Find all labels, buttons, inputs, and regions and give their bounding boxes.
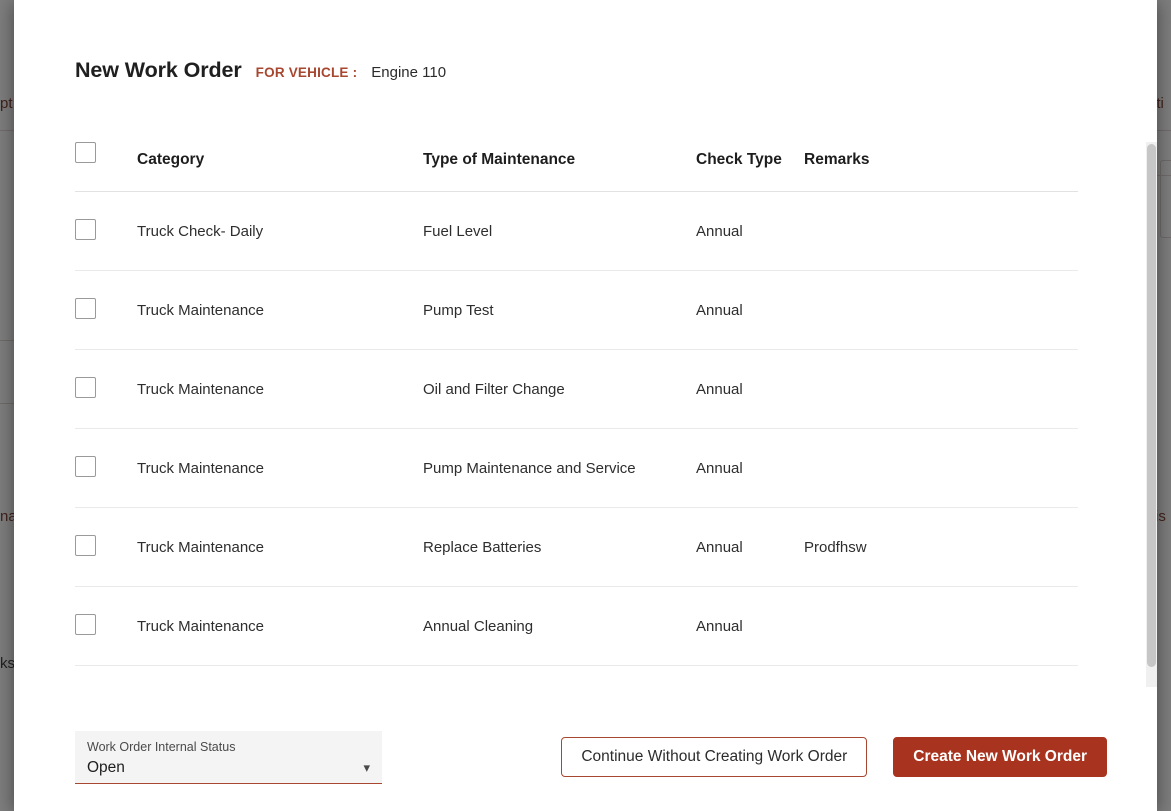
select-all-checkbox[interactable]: [75, 142, 96, 163]
table-scrollbar[interactable]: [1146, 142, 1157, 687]
cell-remarks: [804, 350, 1078, 429]
row-checkbox[interactable]: [75, 535, 96, 556]
modal-header: [14, 0, 1157, 83]
cell-remarks: Prodfhsw: [804, 508, 1078, 587]
cell-category: Truck Maintenance: [137, 587, 423, 666]
work-order-internal-status-value: Open: [87, 758, 125, 776]
row-checkbox-cell: [75, 429, 137, 508]
column-header-category: Category: [137, 142, 423, 192]
select-all-header: [75, 142, 137, 192]
table-row: [75, 508, 1078, 587]
cell-remarks: [804, 429, 1078, 508]
cell-category: Truck Maintenance: [137, 429, 423, 508]
footer-button-group: [561, 737, 1107, 778]
cell-category: Truck Maintenance: [137, 508, 423, 587]
continue-without-creating-work-order-button[interactable]: Continue Without Creating Work Order: [561, 737, 867, 778]
row-checkbox-cell: [75, 271, 137, 350]
row-checkbox-cell: [75, 587, 137, 666]
row-checkbox[interactable]: [75, 614, 96, 635]
column-header-type-of-maintenance: Type of Maintenance: [423, 142, 696, 192]
row-checkbox-cell: [75, 508, 137, 587]
table-row: [75, 271, 1078, 350]
row-checkbox[interactable]: [75, 298, 96, 319]
work-order-internal-status-label: Work Order Internal Status: [87, 739, 236, 754]
cell-category: Truck Maintenance: [137, 271, 423, 350]
row-checkbox-cell: [75, 192, 137, 271]
table-row: [75, 350, 1078, 429]
work-order-internal-status-select[interactable]: [75, 731, 382, 784]
cell-type-of-maintenance: Pump Maintenance and Service: [423, 429, 696, 508]
table-scrollbar-thumb[interactable]: [1147, 144, 1156, 667]
cell-type-of-maintenance: Fuel Level: [423, 192, 696, 271]
column-header-remarks: Remarks: [804, 142, 1078, 192]
cell-type-of-maintenance: Pump Test: [423, 271, 696, 350]
cell-type-of-maintenance: Annual Cleaning: [423, 587, 696, 666]
cell-check-type: Annual: [696, 271, 804, 350]
cell-check-type: Annual: [696, 587, 804, 666]
cell-check-type: Annual: [696, 429, 804, 508]
maintenance-table-container: [75, 142, 1096, 687]
cell-category: Truck Maintenance: [137, 350, 423, 429]
cell-remarks: [804, 192, 1078, 271]
new-work-order-modal: [14, 0, 1157, 811]
create-new-work-order-button[interactable]: Create New Work Order: [893, 737, 1107, 778]
cell-remarks: [804, 587, 1078, 666]
table-row: [75, 587, 1078, 666]
cell-check-type: Annual: [696, 192, 804, 271]
table-row: [75, 192, 1078, 271]
for-vehicle-value: Engine 110: [371, 64, 447, 81]
modal-footer: [75, 725, 1129, 789]
row-checkbox[interactable]: [75, 456, 96, 477]
row-checkbox-cell: [75, 350, 137, 429]
cell-category: Truck Check- Daily: [137, 192, 423, 271]
row-checkbox[interactable]: [75, 377, 96, 398]
cell-check-type: Annual: [696, 350, 804, 429]
cell-check-type: Annual: [696, 508, 804, 587]
cell-type-of-maintenance: Oil and Filter Change: [423, 350, 696, 429]
column-header-check-type: Check Type: [696, 142, 804, 192]
chevron-down-icon[interactable]: ▾: [363, 759, 370, 775]
for-vehicle-label: FOR VEHICLE :: [255, 65, 358, 80]
cell-type-of-maintenance: Replace Batteries: [423, 508, 696, 587]
maintenance-table: [75, 142, 1078, 666]
row-checkbox[interactable]: [75, 219, 96, 240]
modal-title: New Work Order: [75, 58, 242, 82]
table-header-row: [75, 142, 1078, 192]
table-row: [75, 429, 1078, 508]
cell-remarks: [804, 271, 1078, 350]
